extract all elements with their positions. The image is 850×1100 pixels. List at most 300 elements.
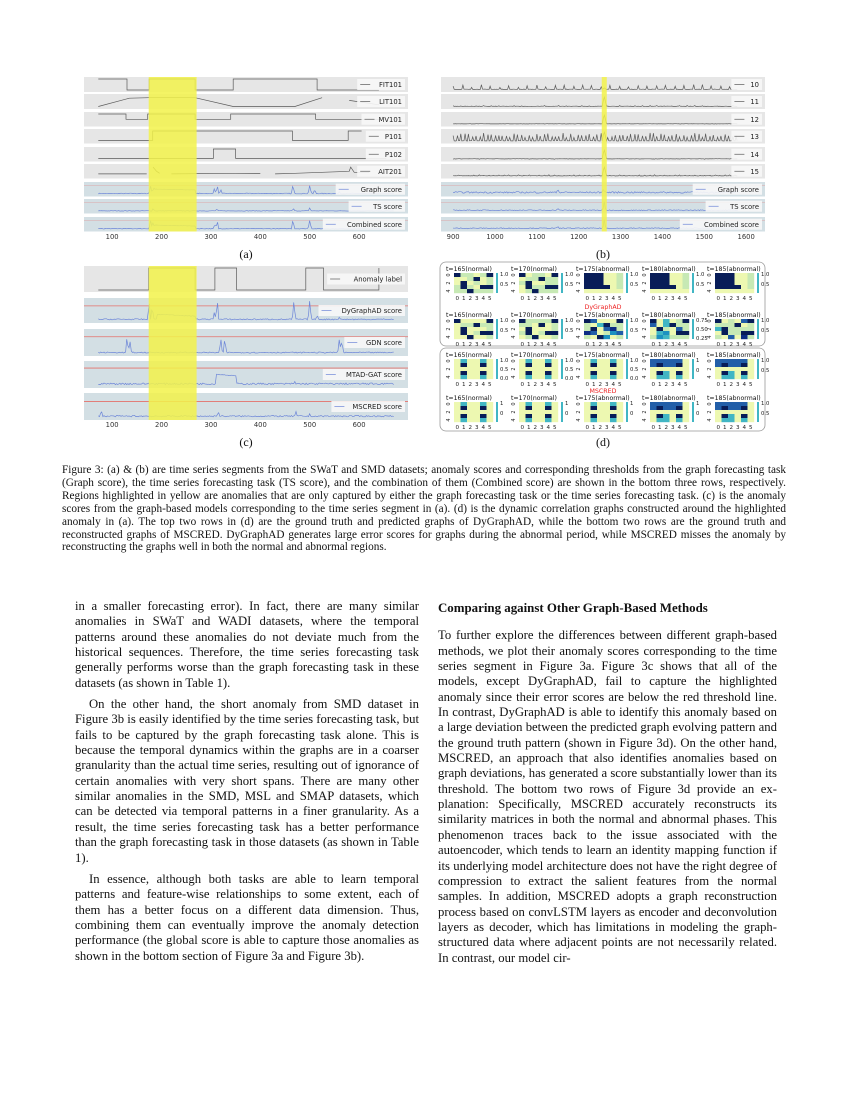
heatmap-cell <box>676 273 683 277</box>
heatmap-cell <box>610 281 617 285</box>
x-tick-label: 1 <box>591 425 596 431</box>
left-column <box>75 599 419 970</box>
heatmap-cell <box>617 335 624 339</box>
x-tick-label: 0 <box>585 296 590 302</box>
heatmap-cell <box>474 281 481 285</box>
heatmap-cell <box>584 289 591 293</box>
heatmap-cell <box>657 371 664 375</box>
heatmap-cell <box>610 277 617 281</box>
heatmap-cell <box>610 410 617 414</box>
heatmap-cell <box>663 319 670 323</box>
heatmap-cell <box>670 371 677 375</box>
heatmap-cell <box>480 331 487 335</box>
heatmap-cell <box>728 273 735 277</box>
legend-label: 10 <box>750 81 759 89</box>
x-tick-label: 4 <box>677 342 682 348</box>
panel-title: t=180(abnormal) <box>642 266 696 273</box>
x-tick-label: 300 <box>204 421 218 429</box>
x-tick-label: 3 <box>539 382 544 388</box>
heatmap-cell <box>454 418 461 422</box>
heatmap-cell <box>552 418 559 422</box>
heatmap-cell <box>683 371 690 375</box>
colorbar-tick-label: 0 <box>500 410 504 417</box>
x-tick-label: 0 <box>520 342 525 348</box>
heatmap-cell <box>663 289 670 293</box>
panel-title: t=170(normal) <box>511 312 557 319</box>
heatmap-cell <box>584 273 591 277</box>
legend-label: P102 <box>384 150 402 159</box>
heatmap-cell <box>748 335 755 339</box>
heatmap-cell <box>552 331 559 335</box>
heatmap-cell <box>539 367 546 371</box>
heatmap-cell <box>663 363 670 367</box>
colorbar <box>496 273 498 293</box>
x-tick-label: 2 <box>598 382 603 388</box>
heatmap-cell <box>532 285 539 289</box>
heatmap-cell <box>670 273 677 277</box>
legend <box>731 166 762 177</box>
heatmap-cell <box>480 335 487 339</box>
legend <box>706 201 762 212</box>
x-tick-label: 4 <box>611 425 616 431</box>
heatmap-cell <box>748 323 755 327</box>
x-tick-label: 5 <box>552 425 557 431</box>
x-tick-label: 0 <box>455 425 460 431</box>
y-tick-label: 2 <box>707 410 713 414</box>
x-tick-label: 3 <box>670 296 675 302</box>
x-tick-label: 1 <box>526 342 531 348</box>
heatmap-cell <box>650 281 657 285</box>
heatmap-cell <box>526 285 533 289</box>
legend <box>323 219 405 230</box>
heatmap-cell <box>519 359 526 363</box>
heatmap-cell <box>591 277 598 281</box>
x-tick-label: 0 <box>585 342 590 348</box>
heatmap-cell <box>584 331 591 335</box>
x-tick-label: 4 <box>546 296 551 302</box>
heatmap-cell <box>584 359 591 363</box>
heatmap-cell <box>532 273 539 277</box>
heatmap-cell <box>461 327 468 331</box>
x-tick-label: 0 <box>455 342 460 348</box>
colorbar <box>626 273 628 293</box>
heatmap-cell <box>748 363 755 367</box>
heatmap-cell <box>474 375 481 379</box>
heatmap-cell <box>480 418 487 422</box>
heatmap-cell <box>657 273 664 277</box>
legend <box>357 166 405 177</box>
y-tick-label: 2 <box>446 327 452 331</box>
heatmap-cell <box>584 410 591 414</box>
heatmap-cell <box>461 414 468 418</box>
panel-title: t=175(abnormal) <box>576 352 630 359</box>
colorbar-tick-label: 0.5 <box>630 281 639 288</box>
heatmap-cell <box>480 327 487 331</box>
heatmap-cell <box>722 418 729 422</box>
heatmap-cell <box>735 323 742 327</box>
x-tick-label: 500 <box>303 233 317 241</box>
heatmap-cell <box>670 402 677 406</box>
heatmap-cell <box>545 406 552 410</box>
heatmap-cell <box>610 327 617 331</box>
heatmap-cell <box>670 327 677 331</box>
heatmap-cell <box>532 371 539 375</box>
heatmap-cell <box>728 281 735 285</box>
heatmap-cell <box>597 289 604 293</box>
heatmap-cell <box>604 367 611 371</box>
heatmap-cell <box>610 335 617 339</box>
heatmap-cell <box>584 406 591 410</box>
panel-title: t=165(normal) <box>446 395 492 402</box>
heatmap-cell <box>683 418 690 422</box>
heatmap-cell <box>604 281 611 285</box>
heatmap-cell <box>526 410 533 414</box>
heatmap-cell <box>461 359 468 363</box>
heatmap-cell <box>617 327 624 331</box>
heatmap-cell <box>487 367 494 371</box>
heatmap-cell <box>663 406 670 410</box>
heatmap-cell <box>650 327 657 331</box>
heatmap-cell <box>461 277 468 281</box>
heatmap-cell <box>519 289 526 293</box>
heatmap-cell <box>670 323 677 327</box>
heatmap-cell <box>722 414 729 418</box>
colorbar-tick-label: 1.0 <box>565 272 574 278</box>
heatmap-cell <box>526 375 533 379</box>
heatmap-cell <box>650 406 657 410</box>
heatmap-cell <box>532 331 539 335</box>
heatmap-cell <box>657 410 664 414</box>
x-tick-label: 3 <box>604 425 609 431</box>
heatmap-cell <box>735 367 742 371</box>
heatmap-cell <box>748 406 755 410</box>
heatmap-cell <box>584 375 591 379</box>
heatmap-cell <box>735 418 742 422</box>
heatmap-cell <box>526 277 533 281</box>
heatmap-cell <box>604 375 611 379</box>
heatmap-cell <box>728 323 735 327</box>
colorbar <box>496 319 498 339</box>
plot-row-mtad-gat-score <box>84 361 408 388</box>
heatmap-cell <box>735 331 742 335</box>
heatmap-cell <box>539 331 546 335</box>
heatmap-cell <box>676 367 683 371</box>
heatmap-cell <box>683 289 690 293</box>
x-tick-label: 1300 <box>611 233 630 241</box>
x-tick-label: 2 <box>598 425 603 431</box>
heatmap-cell <box>683 375 690 379</box>
heatmap-cell <box>467 414 474 418</box>
heatmap-cell <box>597 277 604 281</box>
heatmap-cell <box>604 285 611 289</box>
heatmap-cell <box>610 414 617 418</box>
heatmap-cell <box>467 335 474 339</box>
heatmap-cell <box>552 414 559 418</box>
correlation-graph-panel <box>642 266 705 302</box>
heatmap-cell <box>532 289 539 293</box>
x-tick-label: 3 <box>474 382 479 388</box>
x-tick-label: 1 <box>461 296 466 302</box>
heatmap-cell <box>591 414 598 418</box>
heatmap-cell <box>676 410 683 414</box>
heatmap-cell <box>552 273 559 277</box>
heatmap-cell <box>683 281 690 285</box>
figure-3 <box>0 0 850 460</box>
x-tick-label: 5 <box>683 296 688 302</box>
x-tick-label: 2 <box>533 296 538 302</box>
x-tick-label: 1 <box>591 296 596 302</box>
x-tick-label: 5 <box>487 425 492 431</box>
heatmap-cell <box>474 359 481 363</box>
x-tick-label: 4 <box>546 382 551 388</box>
y-tick-label: 2 <box>576 327 582 331</box>
y-tick-label: 4 <box>511 335 517 339</box>
legend-label: Combined score <box>347 220 402 229</box>
heatmap-cell <box>676 277 683 281</box>
y-tick-label: 4 <box>446 289 452 293</box>
heatmap-cell <box>722 402 729 406</box>
heatmap-cell <box>604 289 611 293</box>
x-tick-label: 3 <box>670 425 675 431</box>
y-tick-label: 2 <box>576 281 582 285</box>
heatmap-cell <box>474 363 481 367</box>
legend-label: MSCRED score <box>352 403 402 411</box>
heatmap-cell <box>617 281 624 285</box>
heatmap-cell <box>657 375 664 379</box>
heatmap-cell <box>683 406 690 410</box>
x-tick-label: 0 <box>651 296 656 302</box>
x-tick-label: 4 <box>677 382 682 388</box>
plot-row-combined-score <box>84 217 408 232</box>
heatmap-cell <box>480 363 487 367</box>
y-tick-label: 0 <box>707 319 713 323</box>
figure-caption: Figure 3: (a) & (b) are time series segments from the SWaT and SMD datasets; anomaly scores and corresponding thresholds from the graph forecasting task (Graph score), the time series forecasting task (TS score), and the combination of them (Combined score) are shown in the bottom three rows, respectively. Regions highlighted in yellow are anomalies that are only captured by either the graph forecasting task or the time series forecasting task. (c) is the anomaly scores from the graph-based models corresponding to the time series segment in (a). (d) is the dynamic correlation graphs constructed around the highlighted anomaly in (a). The top two rows in (d) are the ground truth and predicted graphs of DyGraphAD, while the bottom two rows are the ground truth and reconstructed graphs of MSCRED. DyGraphAD generates large error scores for graphs during the abnormal period, while MSCRED misses the anomaly by reconstructing the graphs well in both the normal and abnormal regions. <box>62 464 786 554</box>
heatmap-cell <box>474 418 481 422</box>
x-tick-label: 4 <box>481 425 486 431</box>
heatmap-cell <box>539 277 546 281</box>
colorbar <box>692 319 694 339</box>
plot-row-dygraphad-score <box>84 298 408 323</box>
heatmap-cell <box>715 371 722 375</box>
y-tick-label: 0 <box>576 402 582 406</box>
heatmap-cell <box>722 281 729 285</box>
heatmap-cell <box>676 327 683 331</box>
colorbar-tick-label: 1 <box>565 401 569 407</box>
plot-row-fit101 <box>84 77 408 92</box>
subfigure-label-a: (a) <box>239 247 253 261</box>
colorbar-tick-label: 1.0 <box>565 358 574 364</box>
heatmap-cell <box>591 359 598 363</box>
heatmap-cell <box>670 359 677 363</box>
colorbar-tick-label: 0.5 <box>500 327 509 334</box>
heatmap-cell <box>591 285 598 289</box>
legend-label: 12 <box>750 115 759 124</box>
y-tick-label: 2 <box>511 327 517 331</box>
heatmap-cell <box>617 319 624 323</box>
heatmap-cell <box>591 367 598 371</box>
legend-label: Graph score <box>717 185 759 194</box>
heatmap-cell <box>715 418 722 422</box>
y-tick-label: 0 <box>576 359 582 363</box>
x-tick-label: 2 <box>598 342 603 348</box>
heatmap-cell <box>480 323 487 327</box>
colorbar <box>561 402 563 422</box>
heatmap-cell <box>539 402 546 406</box>
x-tick-label: 1 <box>461 425 466 431</box>
heatmap-cell <box>670 277 677 281</box>
x-tick-label: 4 <box>481 296 486 302</box>
heatmap-cell <box>597 363 604 367</box>
colorbar-tick-label: 0.5 <box>565 367 574 373</box>
heatmap-cell <box>591 418 598 422</box>
heatmap-cell <box>722 277 729 281</box>
heatmap-cell <box>591 323 598 327</box>
heatmap-cell <box>657 367 664 371</box>
heatmap-cell <box>454 375 461 379</box>
x-tick-label: 1 <box>526 296 531 302</box>
heatmap-cell <box>650 367 657 371</box>
colorbar-tick-label: 0 <box>565 410 569 417</box>
heatmap-cell <box>650 323 657 327</box>
colorbar-tick-label: 1 <box>696 401 700 407</box>
heatmap-cell <box>526 406 533 410</box>
heatmap-cell <box>722 331 729 335</box>
heatmap-cell <box>552 277 559 281</box>
heatmap-cell <box>532 363 539 367</box>
heatmap-cell <box>454 285 461 289</box>
legend-label: 14 <box>750 150 759 159</box>
x-tick-label: 1200 <box>570 233 588 241</box>
heatmap-cell <box>741 281 748 285</box>
heatmap-cell <box>526 359 533 363</box>
x-tick-label: 5 <box>552 342 557 348</box>
heatmap-cell <box>519 319 526 323</box>
heatmap-cell <box>467 371 474 375</box>
heatmap-cell <box>728 367 735 371</box>
x-tick-label: 1 <box>657 425 662 431</box>
heatmap-cell <box>584 335 591 339</box>
heatmap-cell <box>591 289 598 293</box>
correlation-graph-panel <box>642 312 708 348</box>
heatmap-cell <box>467 319 474 323</box>
x-tick-label: 2 <box>664 382 669 388</box>
heatmap-cell <box>670 367 677 371</box>
heatmap-cell <box>617 418 624 422</box>
x-tick-label: 0 <box>716 382 721 388</box>
colorbar-tick-label: 1.0 <box>500 318 509 324</box>
heatmap-cell <box>454 327 461 331</box>
x-tick-label: 2 <box>533 425 538 431</box>
heatmap-cell <box>610 273 617 277</box>
heatmap-cell <box>545 323 552 327</box>
colorbar-tick-label: 1 <box>500 401 504 407</box>
x-tick-label: 2 <box>729 382 734 388</box>
heatmap-cell <box>728 414 735 418</box>
heatmap-cell <box>545 371 552 375</box>
x-tick-label: 1 <box>591 382 596 388</box>
y-tick-label: 2 <box>576 410 582 414</box>
heatmap-cell <box>454 319 461 323</box>
legend <box>731 96 762 107</box>
legend-label: P101 <box>384 132 402 141</box>
heatmap-cell <box>650 418 657 422</box>
x-tick-label: 5 <box>552 296 557 302</box>
heatmap-cell <box>676 418 683 422</box>
heatmap-cell <box>480 273 487 277</box>
heatmap-cell <box>597 410 604 414</box>
y-tick-label: 0 <box>511 402 517 406</box>
heatmap-cell <box>467 418 474 422</box>
correlation-graph-panel <box>707 395 770 431</box>
heatmap-cell <box>728 375 735 379</box>
x-tick-label: 3 <box>474 425 479 431</box>
heatmap-cell <box>532 335 539 339</box>
x-tick-label: 4 <box>677 296 682 302</box>
heatmap-cell <box>728 371 735 375</box>
x-tick-label: 1 <box>722 296 727 302</box>
x-tick-label: 2 <box>598 296 603 302</box>
heatmap-cell <box>663 273 670 277</box>
anomaly-highlight <box>149 266 197 420</box>
heatmap-cell <box>722 327 729 331</box>
colorbar <box>626 359 628 379</box>
x-tick-label: 5 <box>487 342 492 348</box>
y-tick-label: 2 <box>446 281 452 285</box>
heatmap-cell <box>748 359 755 363</box>
heatmap-cell <box>454 359 461 363</box>
x-tick-label: 0 <box>585 382 590 388</box>
heatmap-cell <box>552 327 559 331</box>
heatmap-cell <box>539 375 546 379</box>
heatmap-cell <box>545 363 552 367</box>
heatmap-cell <box>539 406 546 410</box>
group-label-mscred: MSCRED <box>589 388 617 395</box>
heatmap-cell <box>676 319 683 323</box>
x-tick-label: 1 <box>722 425 727 431</box>
correlation-graph-panel <box>511 266 574 302</box>
heatmap-cell <box>715 359 722 363</box>
colorbar-tick-label: 0.75 <box>696 318 708 324</box>
x-tick-label: 1100 <box>528 233 546 241</box>
heatmap-cell <box>617 289 624 293</box>
y-tick-label: 2 <box>642 327 648 331</box>
correlation-graph-panel <box>446 312 509 348</box>
correlation-graph-panel <box>642 395 700 431</box>
legend-label: AIT201 <box>378 167 402 176</box>
heatmap-cell <box>597 331 604 335</box>
heatmap-cell <box>715 375 722 379</box>
heatmap-cell <box>480 281 487 285</box>
heatmap-cell <box>584 323 591 327</box>
heatmap-cell <box>676 285 683 289</box>
x-tick-label: 0 <box>651 382 656 388</box>
heatmap-cell <box>617 371 624 375</box>
heatmap-cell <box>552 371 559 375</box>
x-tick-label: 0 <box>455 296 460 302</box>
x-tick-label: 3 <box>670 382 675 388</box>
heatmap-cell <box>683 323 690 327</box>
colorbar <box>692 402 694 422</box>
heatmap-cell <box>487 406 494 410</box>
y-tick-label: 4 <box>642 375 648 379</box>
heatmap-cell <box>735 414 742 418</box>
x-tick-label: 600 <box>352 421 366 429</box>
heatmap-cell <box>722 367 729 371</box>
heatmap-cell <box>591 327 598 331</box>
heatmap-cell <box>480 402 487 406</box>
heatmap-cell <box>748 273 755 277</box>
x-tick-label: 300 <box>204 233 218 241</box>
